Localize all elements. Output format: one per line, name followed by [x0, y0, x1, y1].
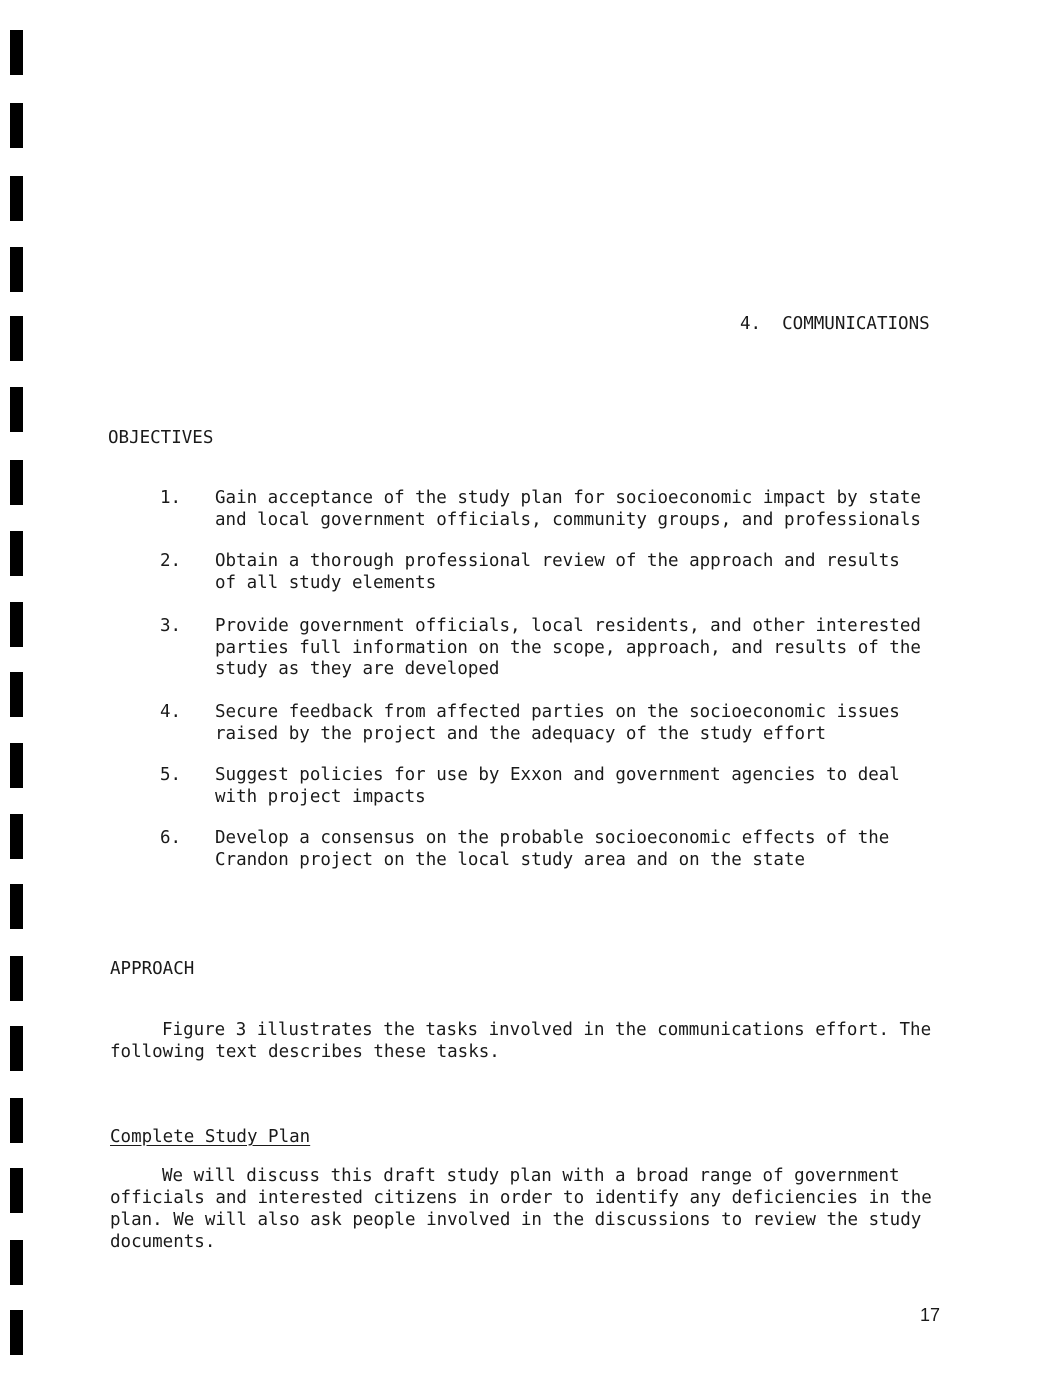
objective-text: Obtain a thorough professional review of the approach and results of all study elements — [215, 551, 900, 593]
objective-number: 5. — [160, 765, 182, 785]
binder-punch-mark — [10, 1098, 23, 1143]
objectives-heading: OBJECTIVES — [108, 428, 214, 448]
objective-item — [160, 828, 930, 871]
objective-text: Develop a consensus on the probable socioeconomic effects of the Crandon project on the local study area and on the state — [215, 828, 890, 870]
binder-punch-mark — [10, 30, 23, 75]
binder-punch-mark — [10, 103, 23, 148]
complete-study-plan-heading: Complete Study Plan — [110, 1127, 311, 1147]
approach-heading: APPROACH — [110, 959, 195, 979]
objective-number: 3. — [160, 616, 182, 636]
objective-text: Suggest policies for use by Exxon and government agencies to deal with project impacts — [215, 765, 900, 807]
binder-punch-mark — [10, 672, 23, 717]
binder-punch-mark — [10, 743, 23, 788]
binder-punch-mark — [10, 460, 23, 505]
binder-punch-mark — [10, 1240, 23, 1285]
objective-number: 1. — [160, 488, 182, 508]
page-number: 17 — [920, 1305, 941, 1325]
binder-punch-mark — [10, 884, 23, 929]
complete-study-plan-paragraph: We will discuss this draft study plan with a broad range of government officials and interested citizens in order to identify any deficiencies in the plan. We will also ask people involved in the discussions to review the study documents. — [110, 1166, 932, 1252]
objective-item — [160, 702, 930, 745]
objective-item — [160, 551, 930, 594]
binder-punch-mark — [10, 956, 23, 1001]
binder-punch-mark — [10, 531, 23, 576]
objective-item — [160, 765, 930, 808]
binder-punch-mark — [10, 814, 23, 859]
objective-item — [160, 616, 930, 681]
binder-punch-mark — [10, 1168, 23, 1213]
objective-number: 6. — [160, 828, 182, 848]
objective-text: Provide government officials, local residents, and other interested parties full information on the scope, approach, and results of the study as they are developed — [215, 616, 921, 679]
binder-punch-mark — [10, 316, 23, 361]
approach-paragraph: Figure 3 illustrates the tasks involved in the communications effort. The following text describes these tasks. — [110, 1020, 932, 1062]
binder-punch-mark — [10, 602, 23, 647]
objective-number: 4. — [160, 702, 182, 722]
objective-item — [160, 488, 930, 531]
binder-punch-mark — [10, 387, 23, 432]
objective-text: Secure feedback from affected parties on the socioeconomic issues raised by the project and the adequacy of the study effort — [215, 702, 900, 744]
objective-number: 2. — [160, 551, 182, 571]
binder-punch-mark — [10, 1310, 23, 1355]
binder-punch-mark — [10, 176, 23, 221]
binder-punch-mark — [10, 1026, 23, 1071]
chapter-title: 4. COMMUNICATIONS — [740, 314, 930, 334]
binder-punch-mark — [10, 247, 23, 292]
objective-text: Gain acceptance of the study plan for socioeconomic impact by state and local government officials, community groups, and professionals — [215, 488, 921, 530]
